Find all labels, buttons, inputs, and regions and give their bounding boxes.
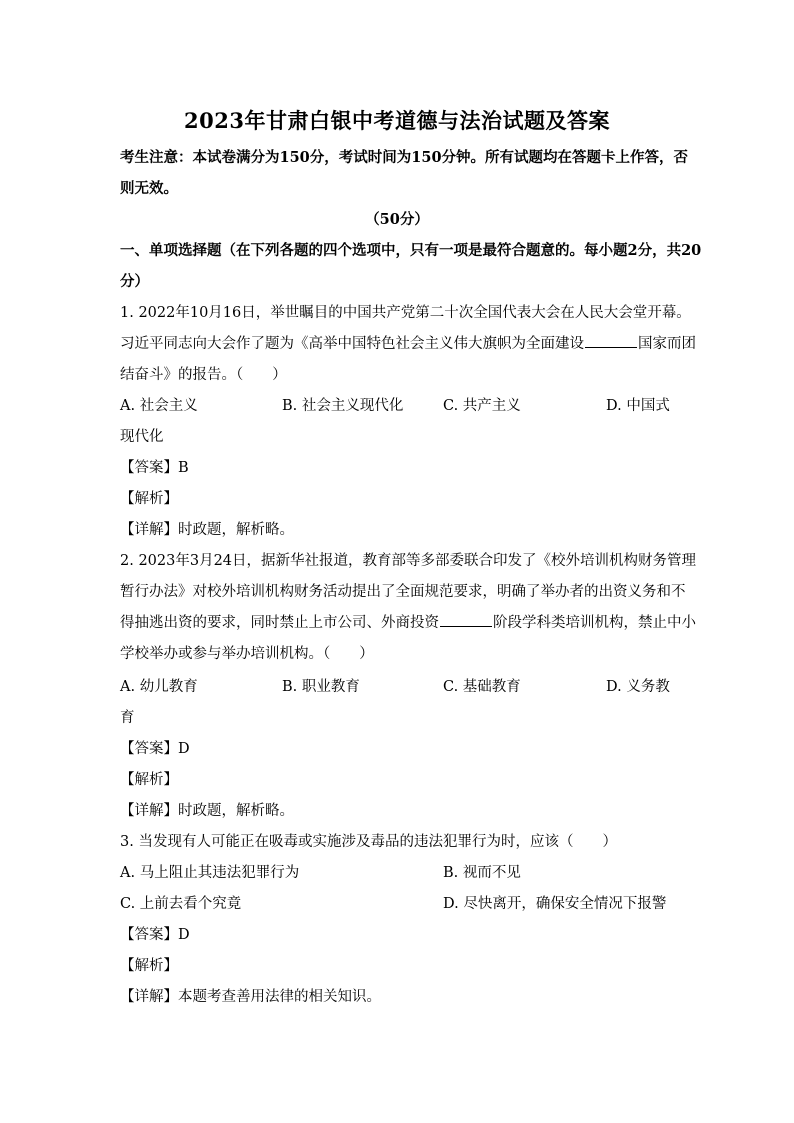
notice-line-1: 考生注意：本试卷满分为150分，考试时间为150分钟。所有试题均在答题卡上作答，否 bbox=[120, 149, 689, 166]
score-label: （50分） bbox=[365, 211, 429, 228]
question-2-text: 阶段学科类培训机构，禁止中小 bbox=[493, 615, 696, 631]
question-1-text: 国家而团 bbox=[638, 336, 696, 352]
question-2-line-3 bbox=[120, 611, 696, 632]
question-1-line-1: 1. 2022年10月16日，举世瞩目的中国共产党第二十次全国代表大会在人民大会堂开幕。 bbox=[120, 305, 691, 321]
question-3-line-1: 3. 当发现有人可能正在吸毒或实施涉及毒品的违法犯罪行为时，应该（ ） bbox=[120, 834, 617, 850]
question-1-detail: 【详解】时政题，解析略。 bbox=[120, 522, 294, 538]
question-2-detail: 【详解】时政题，解析略。 bbox=[120, 803, 294, 819]
question-1-analysis: 【解析】 bbox=[120, 491, 178, 507]
question-2-text: 得抽逃出资的要求，同时禁止上市公司、外商投资 bbox=[120, 615, 439, 631]
question-1-option-c: C. 共产主义 bbox=[443, 398, 521, 414]
question-1-option-b: B. 社会主义现代化 bbox=[282, 398, 404, 414]
question-2-line-1: 2. 2023年3月24日，据新华社报道，教育部等多部委联合印发了《校外培训机构财务管理 bbox=[120, 553, 697, 569]
question-2-option-a: A. 幼儿教育 bbox=[120, 679, 198, 695]
question-1-line-2 bbox=[120, 332, 696, 353]
question-2-option-b: B. 职业教育 bbox=[282, 679, 360, 695]
question-3-option-a: A. 马上阻止其违法犯罪行为 bbox=[120, 865, 300, 881]
question-1-option-a: A. 社会主义 bbox=[120, 398, 198, 414]
notice-line-2: 则无效。 bbox=[120, 180, 178, 197]
question-3-option-d: D. 尽快离开，确保安全情况下报警 bbox=[443, 896, 667, 912]
section-heading-line-2: 分） bbox=[120, 273, 149, 290]
question-1-line-3: 结奋斗》的报告。（ ） bbox=[120, 367, 287, 383]
answer-blank bbox=[440, 614, 492, 627]
question-1-option-d: D. 中国式 bbox=[606, 398, 670, 414]
question-2-option-c: C. 基础教育 bbox=[443, 679, 521, 695]
question-2-line-2: 暂行办法》对校外培训机构财务活动提出了全面规范要求，明确了举办者的出资义务和不 bbox=[120, 584, 686, 600]
question-2-option-d-continued: 育 bbox=[120, 710, 135, 726]
page-title: 2023年甘肃白银中考道德与法治试题及答案 bbox=[184, 108, 610, 133]
section-heading-line-1: 一、单项选择题（在下列各题的四个选项中，只有一项是最符合题意的。每小题2分，共20 bbox=[120, 242, 702, 259]
question-3-detail: 【详解】本题考查善用法律的相关知识。 bbox=[120, 989, 381, 1005]
question-2-line-4: 学校举办或参与举办培训机构。（ ） bbox=[120, 646, 374, 662]
question-3-analysis: 【解析】 bbox=[120, 958, 178, 974]
question-3-answer: 【答案】D bbox=[120, 927, 190, 943]
question-2-analysis: 【解析】 bbox=[120, 772, 178, 788]
question-3-option-c: C. 上前去看个究竟 bbox=[120, 896, 242, 912]
answer-blank bbox=[585, 335, 637, 348]
question-3-option-b: B. 视而不见 bbox=[443, 865, 521, 881]
question-1-option-d-continued: 现代化 bbox=[120, 429, 164, 445]
question-1-text: 习近平同志向大会作了题为《高举中国特色社会主义伟大旗帜为全面建设 bbox=[120, 336, 584, 352]
question-1-answer: 【答案】B bbox=[120, 460, 189, 476]
question-2-option-d: D. 义务教 bbox=[606, 679, 670, 695]
question-2-answer: 【答案】D bbox=[120, 741, 190, 757]
